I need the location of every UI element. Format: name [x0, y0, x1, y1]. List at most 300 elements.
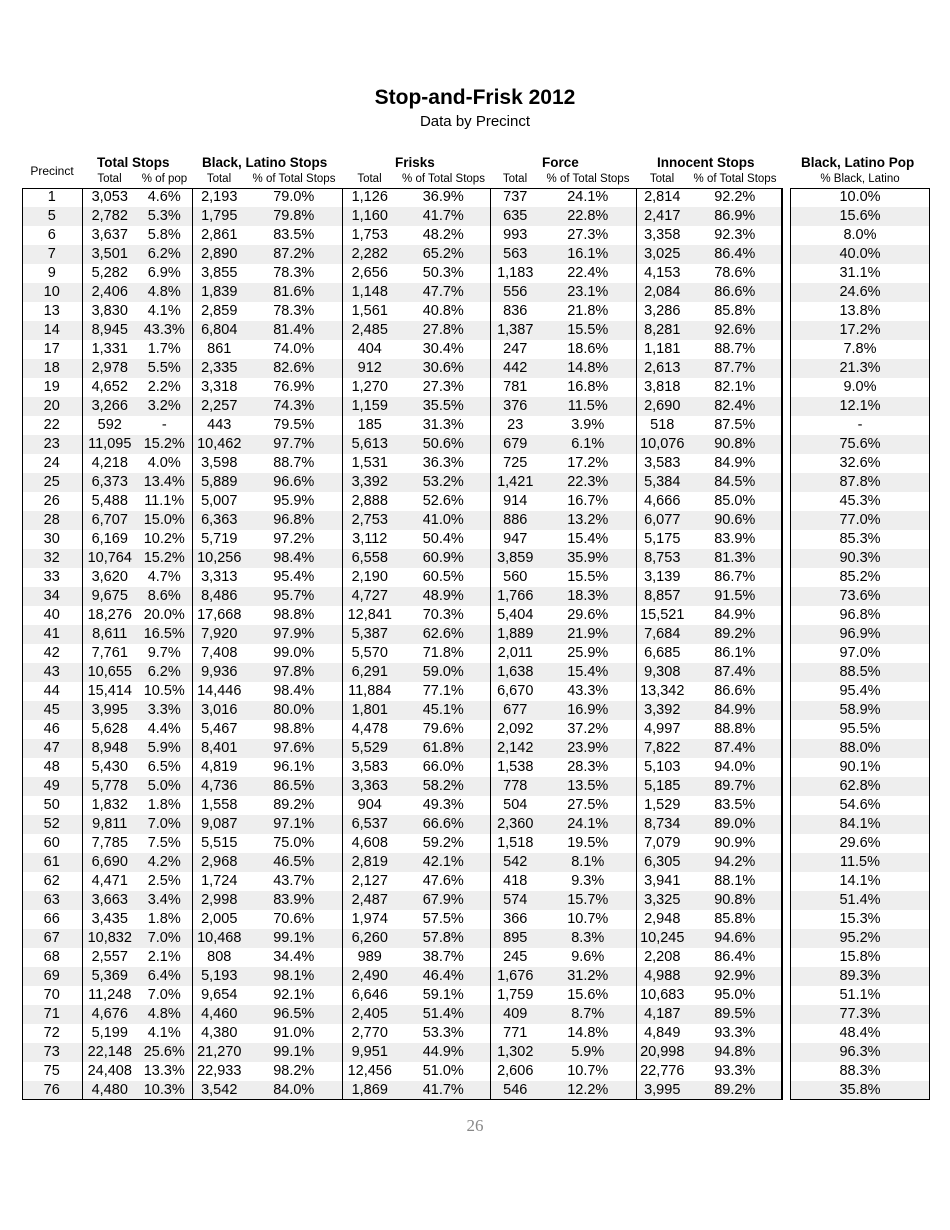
table-cell: 92.6%	[688, 321, 782, 340]
table-row	[790, 872, 930, 891]
table-cell: 10.7%	[540, 1062, 636, 1081]
table-cell: 3,941	[644, 873, 681, 889]
table-cell: 83.5%	[246, 226, 342, 245]
table-cell: 4,478	[351, 721, 388, 737]
header-black-latino-stops: Black, Latino Stops	[202, 155, 328, 170]
table-cell: 11.5%	[790, 853, 930, 872]
table-cell: 5,282	[91, 265, 128, 281]
table-cell: 2,208	[644, 949, 681, 965]
table-cell: 18	[22, 359, 82, 378]
table-cell: 10,076	[636, 435, 688, 454]
table-cell: 62.6%	[397, 625, 490, 644]
table-cell: 94.6%	[688, 929, 782, 948]
table-row	[790, 530, 930, 549]
table-cell: 90.8%	[688, 891, 782, 910]
table-cell: 3,620	[91, 569, 128, 585]
table-cell: 76	[22, 1081, 82, 1100]
table-cell: 6,685	[644, 645, 681, 661]
table-cell: 6,670	[497, 683, 534, 699]
table-cell: 13.3%	[137, 1062, 192, 1081]
table-cell: 5,175	[644, 531, 681, 547]
table-cell: 3,016	[192, 701, 246, 720]
table-cell: 90.8%	[688, 435, 782, 454]
table-cell: 1.8%	[137, 796, 192, 815]
table-cell: 5,387	[342, 625, 397, 644]
table-cell: 3,112	[352, 531, 388, 547]
table-cell: 8.3%	[540, 929, 636, 948]
table-cell: 86.5%	[246, 777, 342, 796]
table-cell: 9.7%	[137, 644, 192, 663]
table-cell: 91.5%	[688, 587, 782, 606]
table-row	[790, 891, 930, 910]
table-cell: 21,270	[192, 1043, 246, 1062]
table-cell: 83.9%	[246, 891, 342, 910]
table-cell: 7.5%	[137, 834, 192, 853]
header-force: Force	[542, 155, 579, 170]
table-row	[790, 245, 930, 264]
table-row	[22, 948, 782, 967]
table-cell: 47	[22, 739, 82, 758]
table-cell: 5,719	[201, 531, 238, 547]
table-cell: 10.0%	[839, 189, 881, 205]
table-cell: 24.1%	[540, 188, 636, 207]
table-cell: 2,193	[201, 189, 238, 205]
table-cell: 17.2%	[790, 321, 930, 340]
table-cell: 82.4%	[688, 397, 782, 416]
table-cell: 61.8%	[397, 739, 490, 758]
table-cell: 66.0%	[397, 758, 490, 777]
table-cell: 30.6%	[397, 359, 490, 378]
table-cell: 3,859	[490, 549, 540, 568]
table-row	[22, 910, 782, 929]
table-cell: 23.9%	[540, 739, 636, 758]
table-cell: 1,331	[91, 341, 128, 357]
table-cell: 10.2%	[137, 530, 192, 549]
table-row	[22, 245, 782, 264]
table-cell: 20.0%	[137, 606, 192, 625]
table-cell: 59.2%	[397, 834, 490, 853]
table-row	[790, 283, 930, 302]
table-row	[790, 321, 930, 340]
subheader-pct-pop: % of pop	[141, 173, 188, 185]
table-cell: 29.6%	[839, 835, 881, 851]
table-row	[790, 1062, 930, 1081]
table-cell: 5,430	[91, 759, 128, 775]
table-cell: 2,005	[201, 911, 238, 927]
table-cell: 3,435	[91, 911, 128, 927]
table-cell: 15.2%	[137, 549, 192, 568]
table-cell: 1,753	[351, 227, 388, 243]
table-cell: 96.8%	[839, 607, 881, 623]
table-cell: 22.8%	[540, 207, 636, 226]
table-cell: 86.4%	[688, 948, 782, 967]
table-cell: 62.8%	[790, 777, 930, 796]
table-cell: 15.7%	[540, 891, 636, 910]
table-cell: 97.8%	[246, 663, 342, 682]
table-cell: 21.3%	[790, 359, 930, 378]
table-cell: 36.3%	[397, 454, 490, 473]
table-cell: 73	[22, 1043, 82, 1062]
table-cell: 48.9%	[397, 587, 490, 606]
table-cell: 48.4%	[839, 1025, 881, 1041]
table-cell: 96.5%	[246, 1005, 342, 1024]
table-cell: 46.5%	[246, 853, 342, 872]
table-cell: 15,414	[87, 683, 132, 699]
table-cell: 1,538	[497, 759, 534, 775]
table-cell: 13.2%	[540, 511, 636, 530]
table-cell: 51.4%	[790, 891, 930, 910]
table-cell: 96.8%	[246, 511, 342, 530]
table-cell: 23.1%	[540, 283, 636, 302]
table-cell: 42	[22, 644, 82, 663]
table-cell: 81.6%	[246, 283, 342, 302]
table-row	[790, 986, 930, 1005]
table-cell: 76.9%	[246, 378, 342, 397]
table-cell: 6.2%	[137, 663, 192, 682]
table-cell: 70	[22, 986, 82, 1005]
table-cell: 7,684	[636, 625, 688, 644]
table-cell: 2,690	[636, 397, 688, 416]
table-cell: 35.5%	[397, 397, 490, 416]
table-cell: 83.9%	[688, 530, 782, 549]
table-row	[790, 1005, 930, 1024]
table-cell: 10.7%	[540, 910, 636, 929]
table-cell: 35.8%	[790, 1081, 930, 1100]
table-cell: 86.4%	[688, 245, 782, 264]
table-cell: 51.0%	[397, 1062, 490, 1081]
table-cell: 443	[207, 417, 232, 433]
table-row	[790, 625, 930, 644]
table-cell: 32	[22, 549, 82, 568]
table-cell: 87.5%	[688, 416, 782, 435]
table-cell: 15.6%	[790, 207, 930, 226]
table-row	[22, 796, 782, 815]
table-cell: 1,638	[490, 663, 540, 682]
table-cell: 3,598	[201, 455, 238, 471]
table-cell: 1,160	[342, 207, 397, 226]
table-cell: 836	[503, 303, 528, 319]
table-cell: 12,456	[347, 1063, 392, 1079]
table-cell: 22,148	[82, 1043, 137, 1062]
table-cell: 2,490	[342, 967, 397, 986]
table-cell: 63	[22, 891, 82, 910]
table-cell: 74.0%	[246, 340, 342, 359]
table-cell: 65.2%	[397, 245, 490, 264]
table-cell: 24.6%	[790, 283, 930, 302]
table-cell: 376	[490, 397, 540, 416]
table-cell: 70.3%	[397, 606, 490, 625]
table-cell: 3,318	[201, 379, 238, 395]
table-cell: 88.8%	[688, 720, 782, 739]
table-cell: 7	[22, 245, 82, 264]
table-cell: 19.5%	[540, 834, 636, 853]
table-cell: 22.4%	[540, 264, 636, 283]
table-cell: 5,613	[342, 435, 397, 454]
table-cell: 3,358	[644, 227, 681, 243]
table-cell: 4,988	[636, 967, 688, 986]
table-cell: 41	[22, 625, 82, 644]
table-cell: 84.9%	[688, 454, 782, 473]
table-cell: 725	[503, 455, 528, 471]
table-cell: 17.2%	[540, 454, 636, 473]
table-cell: 36.9%	[397, 188, 490, 207]
table-cell: 8,948	[82, 739, 137, 758]
table-cell: 50.6%	[397, 435, 490, 454]
table-cell: 75	[22, 1062, 82, 1081]
table-cell: 95.7%	[246, 587, 342, 606]
table-cell: 81.4%	[246, 321, 342, 340]
table-cell: 85.8%	[688, 910, 782, 929]
table-cell: 18,276	[87, 607, 132, 623]
table-cell: 88.5%	[790, 663, 930, 682]
table-cell: 5,103	[644, 759, 681, 775]
table-cell: 48.2%	[397, 226, 490, 245]
table-cell: 43.3%	[540, 682, 636, 701]
table-cell: 87.7%	[688, 359, 782, 378]
table-cell: 781	[503, 379, 528, 395]
table-cell: 8,401	[192, 739, 246, 758]
table-cell: 87.4%	[688, 739, 782, 758]
table-cell: 504	[503, 797, 528, 813]
table-cell: 41.7%	[397, 207, 490, 226]
table-cell: 16.7%	[540, 492, 636, 511]
table-cell: 8,611	[82, 625, 137, 644]
table-cell: 97.1%	[246, 815, 342, 834]
table-cell: 6	[22, 226, 82, 245]
table-cell: 66.6%	[397, 815, 490, 834]
table-cell: 86.7%	[688, 568, 782, 587]
table-cell: 32.6%	[839, 455, 881, 471]
table-cell: 22.3%	[540, 473, 636, 492]
table-cell: 4,666	[644, 493, 681, 509]
table-cell: 96.3%	[790, 1043, 930, 1062]
table-cell: 4.8%	[137, 1005, 192, 1024]
table-row	[22, 682, 782, 701]
table-cell: 99.1%	[246, 929, 342, 948]
table-cell: 8,281	[636, 321, 688, 340]
table-cell: 2,968	[192, 853, 246, 872]
table-row	[22, 188, 782, 207]
table-cell: 2,190	[351, 569, 388, 585]
table-cell: 95.4%	[246, 568, 342, 587]
table-cell: 3,325	[636, 891, 688, 910]
table-cell: 42.1%	[397, 853, 490, 872]
table-row	[790, 454, 930, 473]
table-cell: 4.0%	[137, 454, 192, 473]
table-cell: 97.0%	[839, 645, 881, 661]
table-cell: 79.6%	[397, 720, 490, 739]
table-row	[790, 549, 930, 568]
table-row	[22, 511, 782, 530]
table-cell: 861	[207, 341, 232, 357]
table-row	[22, 492, 782, 511]
table-row	[790, 606, 930, 625]
table-cell: 2,948	[644, 911, 681, 927]
table-cell: 97.6%	[246, 739, 342, 758]
table-cell: 2,656	[351, 265, 388, 281]
table-row	[790, 701, 930, 720]
table-row	[790, 948, 930, 967]
table-cell: 7,079	[644, 835, 681, 851]
table-cell: 51.1%	[839, 987, 881, 1003]
table-cell: 895	[490, 929, 540, 948]
table-cell: 24	[22, 454, 82, 473]
table-cell: 2,613	[636, 359, 688, 378]
table-cell: 563	[490, 245, 540, 264]
table-row	[790, 663, 930, 682]
table-row	[22, 701, 782, 720]
table-cell: 9,087	[192, 815, 246, 834]
table-cell: 635	[490, 207, 540, 226]
table-cell: 51.4%	[397, 1005, 490, 1024]
table-cell: 404	[357, 341, 382, 357]
header-innocent-stops: Innocent Stops	[657, 155, 755, 170]
table-cell: 84.1%	[790, 815, 930, 834]
table-cell: 14.8%	[540, 1024, 636, 1043]
table-cell: 3.9%	[540, 416, 636, 435]
table-cell: 10.5%	[137, 682, 192, 701]
table-cell: 98.4%	[246, 682, 342, 701]
table-cell: 737	[503, 189, 528, 205]
table-cell: 93.3%	[688, 1024, 782, 1043]
table-cell: 27.3%	[540, 226, 636, 245]
table-cell: 366	[503, 911, 528, 927]
table-cell: 87.8%	[790, 473, 930, 492]
table-cell: 1,759	[497, 987, 534, 1003]
table-cell: 6,804	[192, 321, 246, 340]
table-cell: 2,335	[192, 359, 246, 378]
table-cell: 947	[503, 531, 528, 547]
table-cell: 88.0%	[790, 739, 930, 758]
table-cell: 62	[22, 872, 82, 891]
table-cell: 27.8%	[397, 321, 490, 340]
table-cell: 2,282	[342, 245, 397, 264]
table-cell: 15.3%	[839, 911, 881, 927]
table-cell: 89.2%	[688, 625, 782, 644]
table-cell: 20,998	[636, 1043, 688, 1062]
table-cell: 72	[22, 1024, 82, 1043]
table-cell: 95.0%	[688, 986, 782, 1005]
table-cell: 1,518	[497, 835, 534, 851]
table-cell: 1,676	[490, 967, 540, 986]
table-cell: 5,404	[497, 607, 534, 623]
table-cell: 75.6%	[790, 435, 930, 454]
table-cell: 14.8%	[540, 359, 636, 378]
table-cell: 49.3%	[397, 796, 490, 815]
table-cell: 26	[22, 492, 82, 511]
table-cell: 14,446	[197, 683, 242, 699]
table-row	[22, 587, 782, 606]
table-cell: 84.9%	[688, 701, 782, 720]
table-cell: 5.8%	[137, 226, 192, 245]
table-cell: 22,776	[640, 1063, 685, 1079]
table-cell: 3,542	[192, 1081, 246, 1100]
table-cell: 85.2%	[839, 569, 881, 585]
table-cell: 3.3%	[137, 701, 192, 720]
table-cell: 1,561	[351, 303, 388, 319]
table-cell: 4.1%	[137, 1024, 192, 1043]
table-cell: 60	[22, 834, 82, 853]
table-cell: 41.0%	[397, 511, 490, 530]
table-cell: 3.2%	[137, 397, 192, 416]
table-cell: 4,187	[636, 1005, 688, 1024]
table-cell: 442	[490, 359, 540, 378]
table-cell: 43	[22, 663, 82, 682]
table-cell: 25.6%	[137, 1043, 192, 1062]
table-cell: 2,770	[351, 1025, 388, 1041]
table-cell: 91.0%	[246, 1024, 342, 1043]
table-cell: 2,782	[82, 207, 137, 226]
table-cell: 3,830	[91, 303, 128, 319]
table-cell: 808	[207, 949, 232, 965]
table-cell: 95.5%	[839, 721, 881, 737]
table-cell: 25	[22, 473, 82, 492]
table-cell: 12.2%	[540, 1081, 636, 1100]
table-cell: 89.2%	[246, 796, 342, 815]
table-cell: 10,245	[636, 929, 688, 948]
table-cell: 45.3%	[839, 493, 881, 509]
table-cell: 9,675	[82, 587, 137, 606]
table-cell: 8,945	[82, 321, 137, 340]
table-row	[22, 283, 782, 302]
table-row	[790, 378, 930, 397]
table-cell: 98.2%	[246, 1062, 342, 1081]
table-cell: 7.0%	[137, 986, 192, 1005]
table-cell: 6,558	[342, 549, 397, 568]
table-row	[790, 682, 930, 701]
table-cell: 3,818	[644, 379, 681, 395]
table-cell: 57.8%	[397, 929, 490, 948]
header-total-stops: Total Stops	[97, 155, 170, 170]
table-row	[790, 416, 930, 435]
table-row	[22, 625, 782, 644]
table-cell: 4,997	[644, 721, 681, 737]
table-cell: 34.4%	[246, 948, 342, 967]
table-cell: 9.3%	[540, 872, 636, 891]
table-cell: 4.7%	[137, 568, 192, 587]
table-cell: 17,668	[197, 607, 242, 623]
table-cell: 23	[507, 417, 524, 433]
table-cell: 16.9%	[540, 701, 636, 720]
table-cell: 5.5%	[137, 359, 192, 378]
table-cell: 85.0%	[688, 492, 782, 511]
table-cell: 4.4%	[137, 720, 192, 739]
table-cell: 6.4%	[137, 967, 192, 986]
table-cell: 1,832	[91, 797, 128, 813]
table-cell: 94.8%	[688, 1043, 782, 1062]
table-cell: 24,408	[87, 1063, 132, 1079]
table-cell: 1.8%	[137, 910, 192, 929]
table-row	[790, 492, 930, 511]
table-cell: 57.5%	[397, 910, 490, 929]
table-cell: 88.7%	[688, 340, 782, 359]
table-cell: 86.1%	[688, 644, 782, 663]
table-cell: 2,485	[342, 321, 397, 340]
table-cell: 3,995	[636, 1081, 688, 1100]
table-cell: 70.6%	[246, 910, 342, 929]
table-cell: 54.6%	[839, 797, 881, 813]
table-cell: 6.2%	[137, 245, 192, 264]
table-row	[22, 416, 782, 435]
table-row	[22, 568, 782, 587]
table-cell: 4,736	[192, 777, 246, 796]
table-cell: 542	[490, 853, 540, 872]
table-cell: 6.1%	[540, 435, 636, 454]
table-cell: 15.8%	[839, 949, 881, 965]
table-cell: 59.1%	[397, 986, 490, 1005]
table-cell: 16.8%	[540, 378, 636, 397]
table-cell: 3,053	[91, 189, 128, 205]
